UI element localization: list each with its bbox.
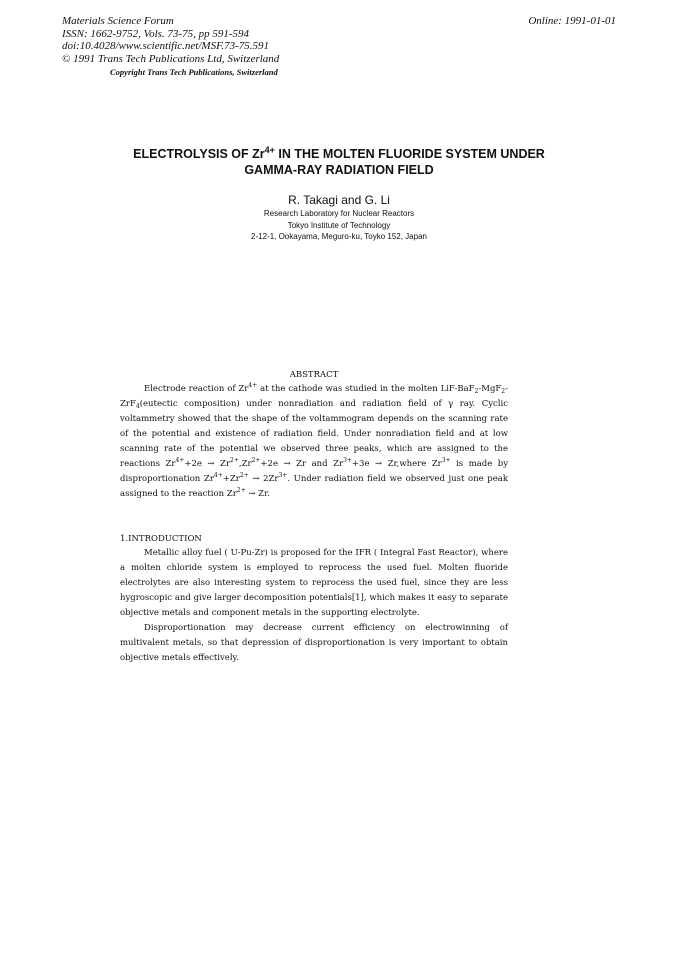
title-line-1 bbox=[0, 146, 678, 162]
abstract-body bbox=[120, 382, 508, 502]
abstract-paragraph: Electrode reaction of $Zr^{4+}$ at the cathode was studied in the molten LiF-BaF$_2$-MgF$_2$-ZrF$_4$(eutectic composition) under nonradiation and radiation field of γ ray. Cyclic voltammetry showed that the shape of the voltammogram depends on the scanning rate of the potential and existence of radiation field. Under nonradiation field and at low scanning rate of the potential we observed three peaks, which are assigned to the reactions $Zr^{4+}+2e \to Zr^{2+},Zr^{2+}+2e \to Zr$ and $Zr^{3+}+3e$ → Zr,where $Zr^{3+}$ is made by disproportionation $Zr^{4+}+Zr^{2+} \to 2Zr^{3+}$. Under radiation field we observed just one peak assigned to the reaction $Zr^{2+} \to Zr$. bbox=[120, 382, 509, 499]
online-date: Online: 1991-01-01 bbox=[528, 15, 616, 27]
publisher-copyright: © 1991 Trans Tech Publications Ltd, Switzerland bbox=[62, 52, 280, 65]
introduction-paragraph: Metallic alloy fuel ( U-Pu-Zr) is proposed for the IFR ( Integral Fast Reactor), where a molten chloride system is employed to reprocess the used fuel. Molten fluoride electrolytes are also interesting system to reprocess the used fuel, since they are less hygroscopic and give larger decomposition potentials[1], which makes it easy to separate objective metals and component metals in the supporting electrolyte. bbox=[120, 548, 508, 618]
title-text: IN THE MOLTEN FLUORIDE SYSTEM UNDER bbox=[274, 147, 545, 161]
affiliation-line: Research Laboratory for Nuclear Reactors bbox=[263, 209, 415, 218]
paper-title bbox=[0, 146, 678, 178]
copyright-stamp: Copyright Trans Tech Publications, Switzerland bbox=[110, 67, 278, 77]
abstract-heading: ABSTRACT bbox=[289, 370, 339, 380]
affiliation bbox=[0, 208, 678, 243]
issn-line: ISSN: 1662-9752, Vols. 73-75, pp 591-594 bbox=[62, 27, 249, 40]
affiliation-line: Tokyo Institute of Technology bbox=[287, 220, 391, 230]
doi-line[interactable]: doi:10.4028/www.scientific.net/MSF.73-75.591 bbox=[62, 40, 270, 52]
title-line-2: GAMMA-RAY RADIATION FIELD bbox=[244, 163, 434, 177]
affiliation-line: 2-12-1, Ookayama, Meguro-ku, Toyko 152, Japan bbox=[251, 232, 427, 241]
title-superscript: 4+ bbox=[264, 145, 275, 155]
introduction-paragraph: Disproportionation may decrease current efficiency on electrowinning of multivalent metals, so that depression of disproportionation is very important to obtain objective metals effectively. bbox=[120, 623, 508, 663]
introduction-heading: 1.INTRODUCTION bbox=[120, 534, 202, 544]
journal-name: Materials Science Forum bbox=[62, 15, 174, 27]
title-text: ELECTROLYSIS OF Zr bbox=[133, 147, 265, 161]
authors: R. Takagi and G. Li bbox=[288, 193, 390, 207]
publication-metadata bbox=[62, 15, 279, 65]
introduction-body bbox=[120, 546, 508, 666]
